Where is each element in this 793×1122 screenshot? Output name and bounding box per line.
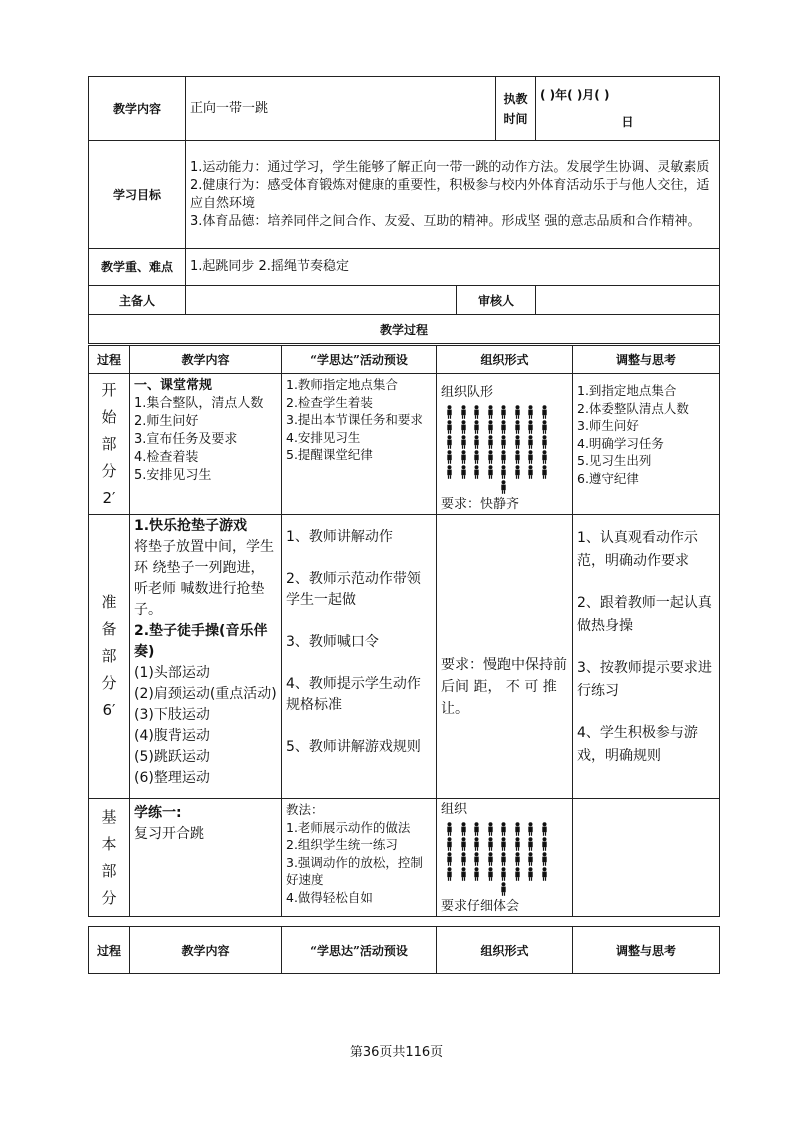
- teacher-figure-icon: [497, 882, 511, 896]
- content-cell: 学练一: 复习开合跳: [130, 799, 282, 917]
- content-value: 正向一带一跳: [186, 77, 496, 141]
- student-figure-icon: [538, 420, 552, 434]
- time-label: 执教时间: [496, 77, 536, 141]
- adjustment-cell: 1、认真观看动作示范，明确动作要求 2、跟着教师一起认真做热身操 3、按教师提示要求进行练习 4、学生积极参与游戏，明确规则: [573, 515, 720, 799]
- col-header-activity: “学思达”活动预设: [282, 346, 437, 374]
- student-figure-icon: [484, 852, 498, 866]
- student-figure-icon: [524, 837, 538, 851]
- col-header-organization: 组织形式: [437, 346, 573, 374]
- process-table: [88, 345, 720, 917]
- student-figure-icon: [484, 822, 498, 836]
- student-figure-icon: [497, 822, 511, 836]
- student-figure-icon: [511, 837, 525, 851]
- organization-cell: 组织队形 要求：快静齐: [437, 374, 573, 515]
- student-figure-icon: [511, 852, 525, 866]
- student-figure-icon: [457, 420, 471, 434]
- student-figure-icon: [484, 867, 498, 881]
- lesson-info-table: [88, 76, 720, 344]
- student-figure-icon: [538, 435, 552, 449]
- goal-item: 1.运动能力：通过学习，学生能够了解正向一带一跳的动作方法。发展学生协调、灵敏素质: [190, 159, 710, 175]
- col-header-adjustment: 调整与思考: [573, 346, 720, 374]
- student-figure-icon: [511, 405, 525, 419]
- student-figure-icon: [511, 465, 525, 479]
- student-figure-icon: [484, 465, 498, 479]
- student-figure-icon: [511, 867, 525, 881]
- phase-cell: 开 始 部 分 2′: [89, 374, 130, 515]
- student-figure-icon: [511, 435, 525, 449]
- student-figure-icon: [470, 852, 484, 866]
- student-figure-icon: [497, 867, 511, 881]
- reviewer-value: [536, 286, 720, 315]
- activity-cell: 1、教师讲解动作 2、教师示范动作带领学生一起做 3、教师喊口令 4、教师提示学生动作规格标准 5、教师讲解游戏规则: [282, 515, 437, 799]
- student-figure-icon: [511, 450, 525, 464]
- formation-diagram: [443, 405, 568, 494]
- student-figure-icon: [524, 450, 538, 464]
- col-header-content: 教学内容: [130, 927, 282, 974]
- student-figure-icon: [524, 405, 538, 419]
- time-value: ( )年( )月( ) 日: [536, 77, 720, 141]
- student-figure-icon: [524, 822, 538, 836]
- student-figure-icon: [538, 867, 552, 881]
- table-row: [89, 374, 720, 515]
- student-figure-icon: [457, 822, 471, 836]
- content-cell: 一、课堂常规 1.集合整队，清点人数 2.师生问好 3.宣布任务及要求 4.检查着装 5.安排见习生: [130, 374, 282, 515]
- preparer-label: 主备人: [89, 286, 186, 315]
- student-figure-icon: [497, 450, 511, 464]
- student-figure-icon: [443, 435, 457, 449]
- student-figure-icon: [538, 465, 552, 479]
- key-points-label: 教学重、难点: [89, 249, 186, 286]
- student-figure-icon: [524, 420, 538, 434]
- student-figure-icon: [457, 435, 471, 449]
- teacher-figure-icon: [497, 480, 511, 494]
- student-figure-icon: [443, 867, 457, 881]
- goals-list: [186, 141, 720, 249]
- col-header-phase: 过程: [89, 927, 130, 974]
- student-figure-icon: [470, 420, 484, 434]
- student-figure-icon: [511, 822, 525, 836]
- student-figure-icon: [470, 822, 484, 836]
- student-figure-icon: [497, 852, 511, 866]
- phase-cell: 基 本 部 分: [89, 799, 130, 917]
- student-figure-icon: [538, 837, 552, 851]
- student-figure-icon: [497, 465, 511, 479]
- student-figure-icon: [524, 435, 538, 449]
- content-label: 教学内容: [89, 77, 186, 141]
- goals-label: 学习目标: [89, 141, 186, 249]
- student-figure-icon: [538, 405, 552, 419]
- col-header-content: 教学内容: [130, 346, 282, 374]
- student-figure-icon: [457, 837, 471, 851]
- student-figure-icon: [470, 435, 484, 449]
- student-figure-icon: [497, 435, 511, 449]
- student-figure-icon: [443, 837, 457, 851]
- student-figure-icon: [470, 867, 484, 881]
- student-figure-icon: [524, 867, 538, 881]
- student-figure-icon: [443, 852, 457, 866]
- student-figure-icon: [538, 450, 552, 464]
- process-title: 教学过程: [89, 315, 720, 344]
- student-figure-icon: [457, 450, 471, 464]
- student-figure-icon: [443, 405, 457, 419]
- formation-diagram: [443, 822, 568, 896]
- student-figure-icon: [457, 867, 471, 881]
- student-figure-icon: [497, 420, 511, 434]
- activity-cell: 1.教师指定地点集合 2.检查学生着装 3.提出本节课任务和要求 4.安排见习生 5.提醒课堂纪律: [282, 374, 437, 515]
- student-figure-icon: [484, 420, 498, 434]
- student-figure-icon: [470, 450, 484, 464]
- organization-cell: 要求：慢跑中保持前后间 距， 不 可 推让。: [437, 515, 573, 799]
- activity-cell: 教法： 1.老师展示动作的做法 2.组织学生统一练习 3.强调动作的放松，控制好速度 4.做得轻松自如: [282, 799, 437, 917]
- adjustment-cell: 1.到指定地点集合 2.体委整队清点人数 3.师生问好 4.明确学习任务 5.见习生出列 6.遵守纪律: [573, 374, 720, 515]
- student-figure-icon: [443, 450, 457, 464]
- col-header-adjustment: 调整与思考: [573, 927, 720, 974]
- student-figure-icon: [484, 450, 498, 464]
- phase-cell: 准 备 部 分 6′: [89, 515, 130, 799]
- next-page-header: [88, 926, 720, 974]
- student-figure-icon: [524, 465, 538, 479]
- student-figure-icon: [497, 837, 511, 851]
- page-number: 第36页共116页: [349, 1045, 444, 1060]
- student-figure-icon: [443, 822, 457, 836]
- student-figure-icon: [470, 405, 484, 419]
- student-figure-icon: [484, 837, 498, 851]
- student-figure-icon: [511, 420, 525, 434]
- content-cell: 1.快乐抢垫子游戏 将垫子放置中间，学生环 绕垫子一列跑进，听老师 喊数进行抢垫子。 2.垫子徒手操(音乐伴奏) (1)头部运动 (2)肩颈运动(重点活动) (3)下肢运动 (4)腹背运动 (5)跳跃运动 (6)整理运动: [130, 515, 282, 799]
- student-figure-icon: [524, 852, 538, 866]
- reviewer-label: 审核人: [457, 286, 536, 315]
- goal-item: 3.体育品德：培养同伴之间合作、友爱、互助的精神。形成坚 强的意志品质和合作精神。: [190, 213, 701, 229]
- student-figure-icon: [457, 405, 471, 419]
- student-figure-icon: [443, 465, 457, 479]
- table-row: [89, 515, 720, 799]
- student-figure-icon: [470, 837, 484, 851]
- student-figure-icon: [538, 852, 552, 866]
- table-row: [89, 799, 720, 917]
- student-figure-icon: [457, 852, 471, 866]
- adjustment-cell: [573, 799, 720, 917]
- student-figure-icon: [484, 405, 498, 419]
- col-header-organization: 组织形式: [437, 927, 573, 974]
- student-figure-icon: [538, 822, 552, 836]
- preparer-value: [186, 286, 457, 315]
- student-figure-icon: [470, 465, 484, 479]
- col-header-activity: “学思达”活动预设: [282, 927, 437, 974]
- student-figure-icon: [457, 465, 471, 479]
- student-figure-icon: [497, 405, 511, 419]
- key-points-value: 1.起跳同步 2.摇绳节奏稳定: [186, 249, 720, 286]
- organization-cell: 组织 要求仔细体会: [437, 799, 573, 917]
- col-header-phase: 过程: [89, 346, 130, 374]
- goal-item: 2.健康行为：感受体育锻炼对健康的重要性，积极参与校内外体育活动乐于与他人交往，适应自然环境: [190, 177, 710, 211]
- student-figure-icon: [443, 420, 457, 434]
- student-figure-icon: [484, 435, 498, 449]
